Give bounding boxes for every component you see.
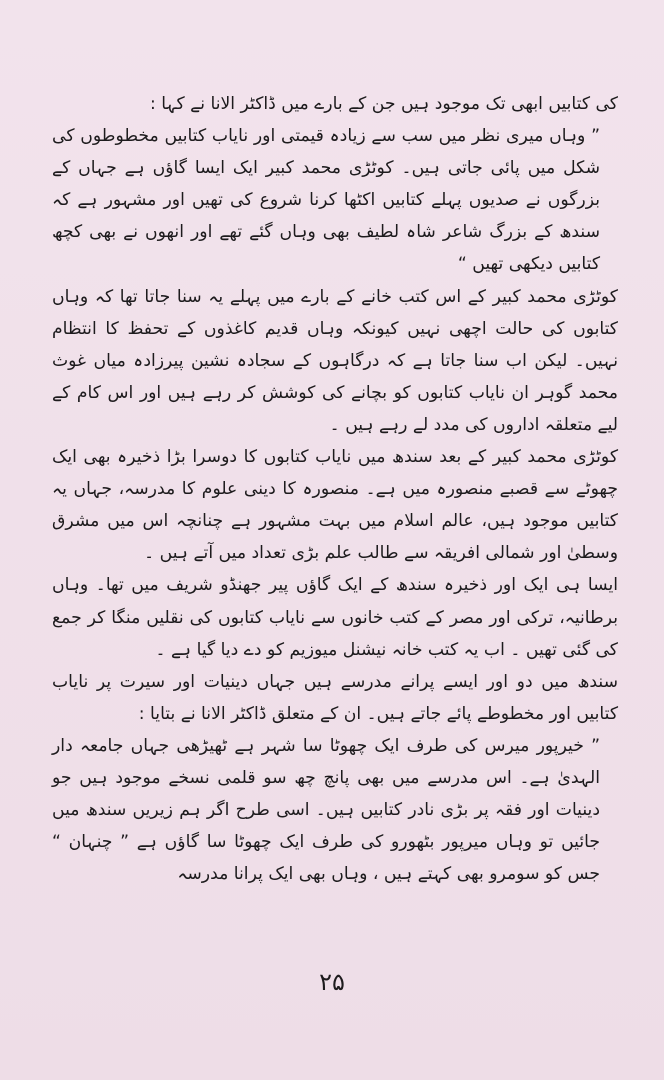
page-body-text	[52, 88, 618, 890]
paragraph: کوٹڑی محمد کبیر کے بعد سندھ میں نایاب کتابوں کا دوسرا بڑا ذخیرہ بھی ایک چھوٹے سے قصبے منصورہ میں ہے۔ منصورہ کا دینی علوم کا مدرسہ، جہاں یہ کتابیں موجود ہیں، عالم اسلام میں بہت مشہور ہے چنانچہ اس میں مشرق وسطیٰ اور شمالی افریقہ سے طالب علم بڑی تعداد میں آتے ہیں ۔	[52, 447, 618, 564]
page-number: ۲۵	[319, 968, 345, 996]
paragraph: کوٹڑی محمد کبیر کے اس کتب خانے کے بارے میں پہلے یہ سنا جاتا تھا کہ وہاں کتابوں کی حالت اچھی نہیں کیونکہ وہاں قدیم کاغذوں کے تحفظ کا انتظام نہیں۔ لیکن اب سنا جاتا ہے کہ درگاہوں کے سجادہ نشین پیرزادہ میاں غوث محمد گوہر ان نایاب کتابوں کو بچانے کی کوشش کر رہے ہیں اور اس کام کے لیے متعلقہ اداروں کی مدد لے رہے ہیں ۔	[52, 286, 618, 435]
quote-paragraph: ” وہاں میری نظر میں سب سے زیادہ قیمتی اور نایاب کتابیں مخطوطوں کی شکل میں پائی جاتی ہیں۔ کوٹڑی محمد کبیر ایک ایسا گاؤں ہے جہاں کے بزرگوں نے صدیوں پہلے کتابیں اکٹھا کرنا شروع کی تھیں اور مشہور ہے کہ سندھ کے بزرگ شاعر شاہ لطیف بھی وہاں گئے تھے اور انھوں نے بھی کچھ کتابیں دیکھی تھیں “	[52, 126, 600, 275]
paragraph: سندھ میں دو اور ایسے پرانے مدرسے ہیں جہاں دینیات اور سیرت پر نایاب کتابیں اور مخطوطے پائے جاتے ہیں۔ ان کے متعلق ڈاکٹر الانا نے بتایا :	[52, 671, 618, 724]
paragraph: ایسا ہی ایک اور ذخیرہ سندھ کے ایک گاؤں پیر جھنڈو شریف میں تھا۔ وہاں برطانیہ، ترکی اور مصر کے کتب خانوں سے نایاب کتابوں کی نقلیں منگا کر جمع کی گئی تھیں ۔ اب یہ کتب خانہ نیشنل میوزیم کو دے دیا گیا ہے ۔	[52, 575, 618, 660]
quote-paragraph: ” خیرپور میرس کی طرف ایک چھوٹا سا شہر ہے ٹھیڑھی جہاں جامعہ دار الہدیٰ ہے۔ اس مدرسے میں بھی پانچ چھ سو قلمی نسخے موجود ہیں جو دینیات اور فقہ پر بڑی نادر کتابیں ہیں۔ اسی طرح اگر ہم زیریں سندھ میں جائیں تو وہاں میرپور بٹھورو کی طرف ایک چھوٹا سا گاؤں ہے ” چنہان “ جس کو سومرو بھی کہتے ہیں ، وہاں بھی ایک پرانا مدرسہ	[52, 735, 600, 885]
paragraph: کی کتابیں ابھی تک موجود ہیں جن کے بارے میں ڈاکٹر الانا نے کہا :	[149, 94, 618, 114]
